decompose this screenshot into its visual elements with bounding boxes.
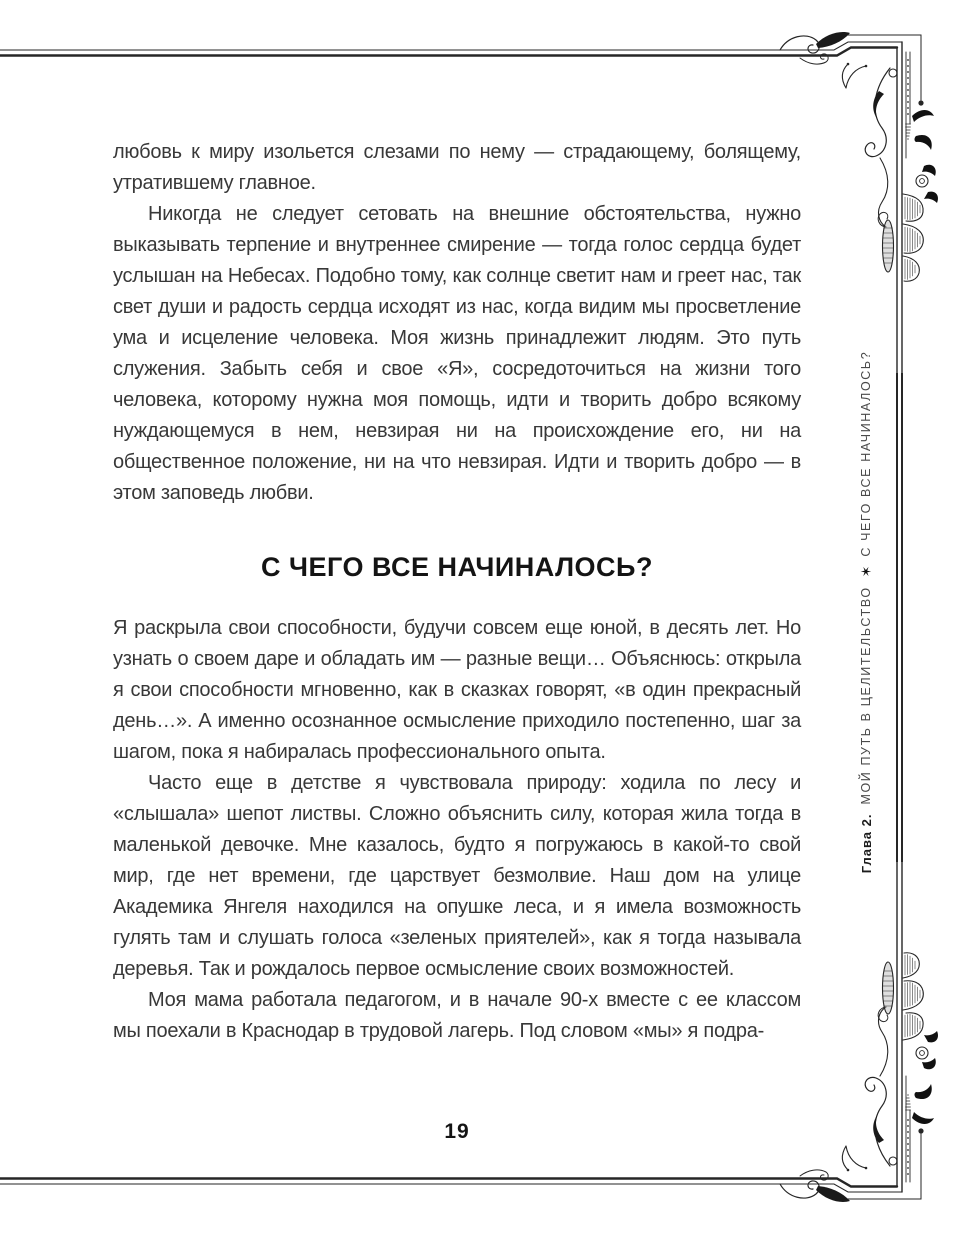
chapter-label: Глава 2. <box>858 813 874 874</box>
six-pointed-star-icon: ✶ <box>857 565 874 578</box>
body-paragraph: Никогда не следует сетовать на внешние обстоятельства, нужно выказывать терпение и внутреннее смирение — тогда голос сердца будет услышан на Небесах. Подобно тому, как солнце светит нам и греет нас, так свет души и радость сердца исходят из нас, когда видим мы просветление ума и исцеление человека. Моя жизнь принадлежит людям. Это путь служения. Забыть себя и свое «Я», сосредоточиться на жизни того человека, которому нужна моя помощь, идти и творить добро всякому нуждающемуся в нем, невзирая ни на происхождение его, ни на общественное положение, ни на что невзирая. Идти и творить добро — в этом заповедь любви. <box>113 203 801 504</box>
section-title-sidebar: С ЧЕГО ВСЕ НАЧИНАЛОСЬ? <box>859 350 873 557</box>
text-column <box>113 137 801 1047</box>
page-number: 19 <box>444 1120 470 1143</box>
body-paragraph: Моя мама работала педагогом, и в начале 90-х вместе с ее классом мы поехали в Краснодар в трудовой лагерь. Под словом «мы» я подра- <box>113 989 801 1042</box>
body-paragraph: Я раскрыла свои способности, будучи совсем еще юной, в десять лет. Но узнать о своем даре и обладать им — разные вещи… Объяснюсь: открыла я свои способности мгновенно, как в сказках говорят, «в один прекрасный день…». А именно осознанное осмысление приходило постепенно, шаг за шагом, пока я набиралась профессионального опыта. <box>113 617 801 763</box>
page-border-right-inner <box>896 373 897 862</box>
chapter-sidebar <box>851 312 881 912</box>
body-paragraph: любовь к миру изольется слезами по нему — страдающему, болящему, утратившему главное. <box>113 141 801 194</box>
body-paragraph: Часто еще в детстве я чувствовала природу: ходила по лесу и «слышала» шепот листвы. Сложно объяснить силу, которая жила тогда в маленькой девочке. Мне казалось, будто я погружаюсь в какой-то свой мир, где нет времени, где царствует безмолвие. Наш дом на улице Академика Янгеля находился на опушке леса, и я имела возможность гулять там и слушать голоса «зеленых приятелей», как я тогда называла деревья. Так и рождалось первое осмысление своих возможностей. <box>113 772 801 980</box>
section-heading: С ЧЕГО ВСЕ НАЧИНАЛОСЬ? <box>261 552 653 582</box>
page-border-right-outer <box>901 373 902 862</box>
chapter-title: МОЙ ПУТЬ В ЦЕЛИТЕЛЬСТВО <box>859 586 873 805</box>
